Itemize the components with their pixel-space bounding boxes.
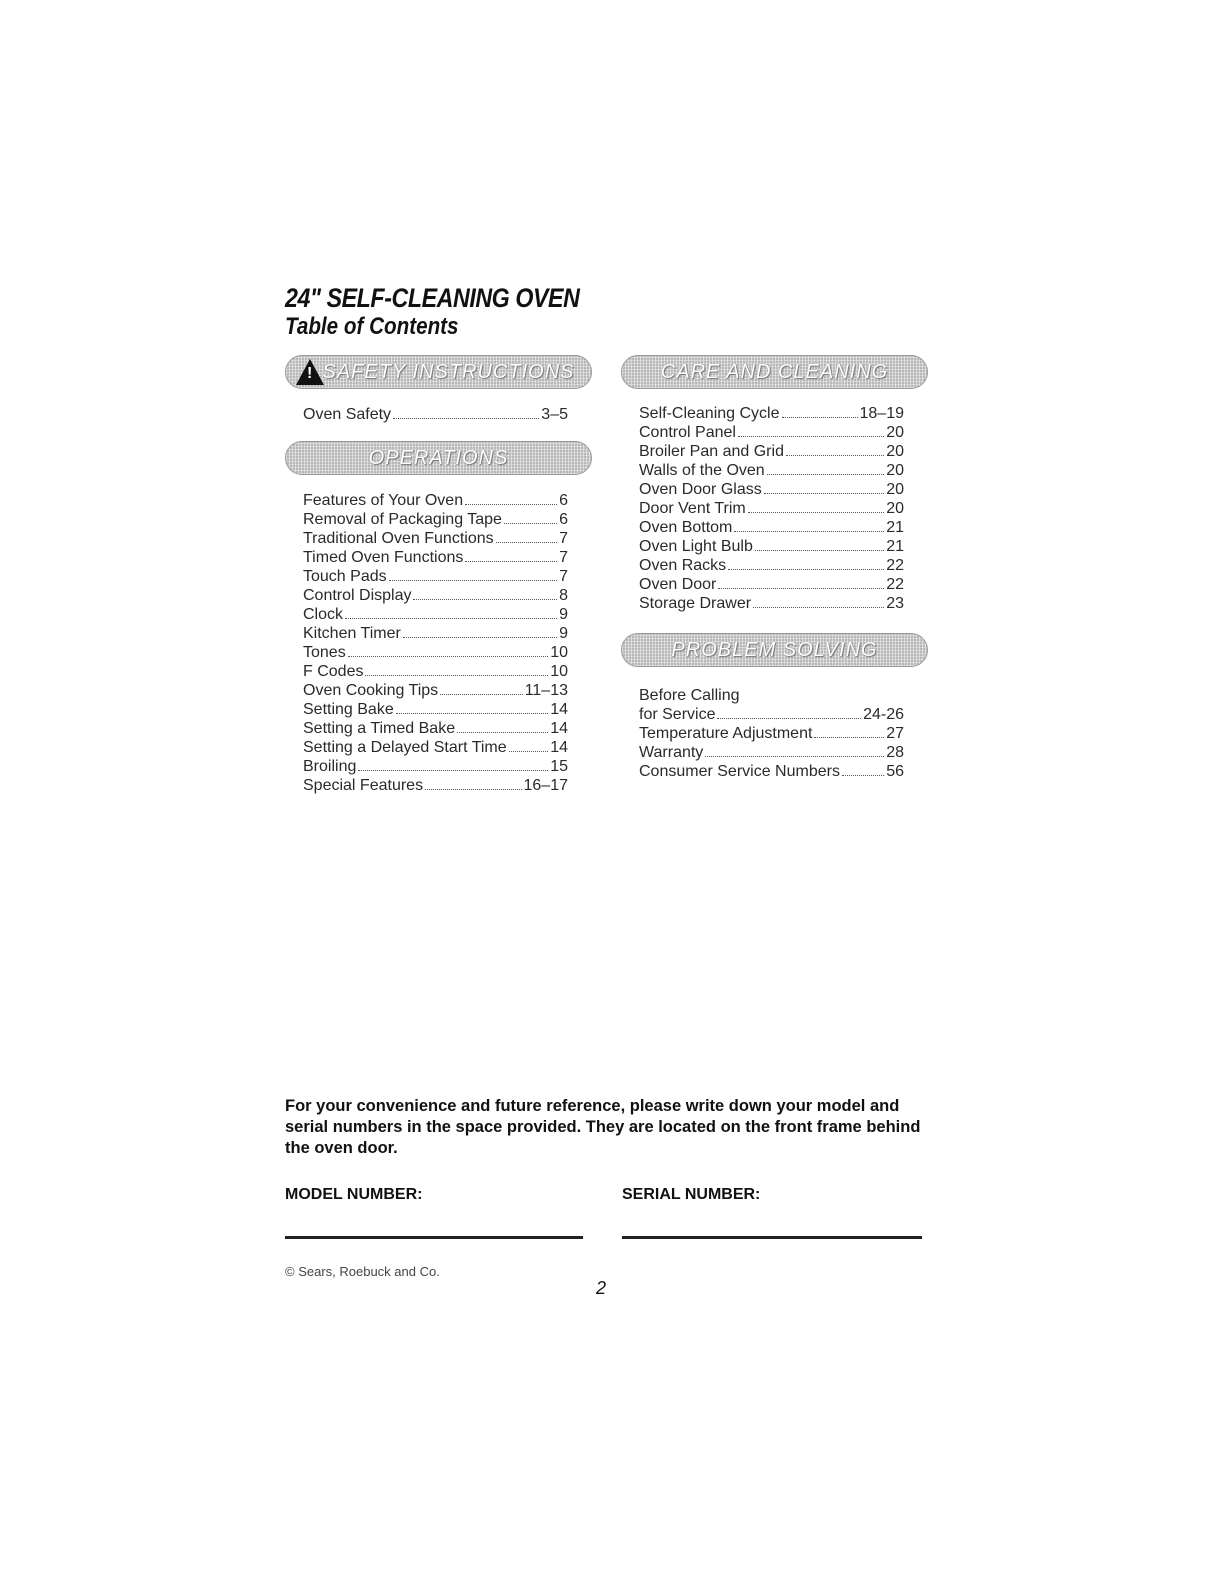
toc-entry-leader bbox=[348, 644, 549, 657]
toc-entry-leader bbox=[718, 576, 884, 589]
toc-entry-page: 11–13 bbox=[524, 682, 568, 699]
toc-entry-label: Clock bbox=[303, 606, 344, 623]
section-heading-safety bbox=[285, 355, 592, 389]
toc-entry-page: 24-26 bbox=[863, 706, 904, 723]
toc-entry-label: Setting Bake bbox=[303, 701, 394, 718]
toc-entry-page: 20 bbox=[886, 481, 904, 498]
toc-entry-leader bbox=[782, 405, 858, 418]
toc-entry-label: Special Features bbox=[303, 777, 424, 794]
toc-entry-label: Temperature Adjustment bbox=[639, 725, 813, 742]
toc-list-safety bbox=[303, 405, 568, 424]
toc-entry-leader bbox=[814, 725, 884, 738]
toc-entry-page: 10 bbox=[550, 644, 568, 661]
toc-entry-leader bbox=[786, 443, 884, 456]
section-heading-care bbox=[621, 355, 928, 389]
toc-entry-label: for Service bbox=[639, 706, 716, 723]
toc-entry-leader bbox=[358, 758, 548, 771]
toc-entry bbox=[303, 586, 568, 605]
toc-entry-leader bbox=[755, 538, 884, 551]
serial-number-line bbox=[622, 1236, 922, 1239]
toc-entry-leader bbox=[440, 682, 523, 695]
toc-list-care bbox=[639, 404, 904, 613]
toc-entry-label: Setting a Timed Bake bbox=[303, 720, 456, 737]
toc-entry-leader bbox=[728, 557, 884, 570]
toc-entry bbox=[303, 662, 568, 681]
toc-entry bbox=[639, 724, 904, 743]
toc-entry-page: 14 bbox=[550, 701, 568, 718]
toc-entry bbox=[303, 643, 568, 662]
toc-entry-leader bbox=[425, 777, 521, 790]
toc-entry-page: 10 bbox=[550, 663, 568, 680]
toc-entry-leader bbox=[403, 625, 557, 638]
copyright: © Sears, Roebuck and Co. bbox=[285, 1264, 440, 1279]
section-heading-problem bbox=[621, 633, 928, 667]
toc-entry-label: Control Display bbox=[303, 587, 412, 604]
toc-entry-label: Self-Cleaning Cycle bbox=[639, 405, 780, 422]
toc-entry-leader bbox=[413, 587, 557, 600]
toc-entry bbox=[639, 423, 904, 442]
toc-entry bbox=[639, 575, 904, 594]
toc-entry-page: 27 bbox=[886, 725, 904, 742]
toc-entry bbox=[303, 405, 568, 424]
toc-entry-label: Tones bbox=[303, 644, 346, 661]
section-heading-operations bbox=[285, 441, 592, 475]
toc-entry-page: 20 bbox=[886, 424, 904, 441]
toc-entry-label: F Codes bbox=[303, 663, 364, 680]
toc-entry bbox=[303, 719, 568, 738]
toc-entry-leader bbox=[738, 424, 884, 437]
toc-entry-page: 56 bbox=[886, 763, 904, 780]
toc-entry-leader bbox=[393, 406, 539, 419]
toc-entry-leader bbox=[705, 744, 884, 757]
toc-entry bbox=[303, 738, 568, 757]
toc-entry-page: 9 bbox=[559, 606, 568, 623]
toc-entry-leader bbox=[504, 511, 557, 524]
toc-entry-label: Setting a Delayed Start Time bbox=[303, 739, 507, 756]
toc-entry-label: Oven Bottom bbox=[639, 519, 733, 536]
toc-entry-label: Walls of the Oven bbox=[639, 462, 765, 479]
toc-entry-label: Oven Door bbox=[639, 576, 717, 593]
toc-entry bbox=[639, 537, 904, 556]
toc-entry-label: Storage Drawer bbox=[639, 595, 752, 612]
toc-entry-leader bbox=[767, 462, 885, 475]
toc-entry bbox=[303, 681, 568, 700]
toc-entry bbox=[639, 743, 904, 762]
toc-entry-page: 3–5 bbox=[541, 406, 568, 423]
toc-entry-label: Traditional Oven Functions bbox=[303, 530, 494, 547]
toc-entry-label: Features of Your Oven bbox=[303, 492, 464, 509]
serial-number-label: SERIAL NUMBER: bbox=[622, 1186, 761, 1203]
toc-entry-page: 8 bbox=[559, 587, 568, 604]
toc-entry-leader bbox=[365, 663, 548, 676]
toc-entry-label: Touch Pads bbox=[303, 568, 387, 585]
toc-entry bbox=[639, 499, 904, 518]
notice-text: For your convenience and future reference, please write down your model and serial numbers in the space provided. They are located on the front frame behind the oven door. bbox=[285, 1097, 921, 1157]
toc-entry-page: 14 bbox=[550, 739, 568, 756]
toc-entry bbox=[303, 700, 568, 719]
toc-entry-label: Kitchen Timer bbox=[303, 625, 401, 642]
toc-entry-leader bbox=[509, 739, 549, 752]
toc-entry-page: 23 bbox=[886, 595, 904, 612]
section-heading-label: SAFETY INSTRUCTIONS bbox=[322, 360, 575, 383]
section-heading-label: CARE AND CLEANING bbox=[660, 360, 889, 383]
toc-entry bbox=[639, 518, 904, 537]
toc-entry bbox=[639, 480, 904, 499]
toc-entry-page: 22 bbox=[886, 576, 904, 593]
toc-entry-leader bbox=[465, 549, 557, 562]
toc-entry-label: Oven Light Bulb bbox=[639, 538, 753, 555]
toc-entry bbox=[303, 624, 568, 643]
toc-entry bbox=[639, 461, 904, 480]
section-heading-label: PROBLEM SOLVING bbox=[671, 638, 878, 661]
toc-entry bbox=[639, 762, 904, 781]
toc-entry-leader bbox=[842, 763, 884, 776]
toc-entry bbox=[303, 605, 568, 624]
toc-entry bbox=[303, 776, 568, 795]
toc-entry-label: Oven Door Glass bbox=[639, 481, 762, 498]
toc-entry bbox=[303, 548, 568, 567]
toc-entry-page: 6 bbox=[559, 511, 568, 528]
toc-entry-page: 21 bbox=[886, 519, 904, 536]
toc-entry-page: 6 bbox=[559, 492, 568, 509]
toc-entry-label: Oven Safety bbox=[303, 406, 392, 423]
toc-list-problem bbox=[639, 705, 904, 781]
toc-entry-page: 7 bbox=[559, 568, 568, 585]
toc-entry-page: 18–19 bbox=[859, 405, 904, 422]
toc-entry-label: Oven Racks bbox=[639, 557, 727, 574]
toc-entry-page: 16–17 bbox=[523, 777, 568, 794]
toc-entry-page: 20 bbox=[886, 462, 904, 479]
toc-entry-leader bbox=[389, 568, 557, 581]
toc-entry bbox=[639, 594, 904, 613]
toc-entry-page: 20 bbox=[886, 500, 904, 517]
toc-entry-leader bbox=[748, 500, 885, 513]
toc-entry-label: Oven Cooking Tips bbox=[303, 682, 439, 699]
toc-entry-leader bbox=[465, 492, 557, 505]
model-number-line bbox=[285, 1236, 583, 1239]
toc-entry-page: 20 bbox=[886, 443, 904, 460]
toc-entry-leader bbox=[734, 519, 884, 532]
toc-entry bbox=[303, 510, 568, 529]
toc-entry bbox=[303, 757, 568, 776]
model-number-label: MODEL NUMBER: bbox=[285, 1186, 423, 1203]
warning-triangle-icon: ! bbox=[296, 359, 324, 385]
toc-entry-leader bbox=[345, 606, 557, 619]
toc-entry bbox=[639, 442, 904, 461]
toc-list-operations bbox=[303, 491, 568, 795]
toc-entry-label: Timed Oven Functions bbox=[303, 549, 464, 566]
toc-entry-page: 9 bbox=[559, 625, 568, 642]
toc-entry-leader bbox=[396, 701, 548, 714]
toc-entry-leader bbox=[457, 720, 548, 733]
document-subtitle: Table of Contents bbox=[285, 313, 459, 340]
toc-entry-page: 21 bbox=[886, 538, 904, 555]
toc-entry-label: Control Panel bbox=[639, 424, 736, 441]
toc-entry-page: 14 bbox=[550, 720, 568, 737]
toc-entry-label: Broiler Pan and Grid bbox=[639, 443, 784, 460]
toc-entry bbox=[303, 491, 568, 510]
toc-entry-page: 7 bbox=[559, 549, 568, 566]
toc-entry-page: 22 bbox=[886, 557, 904, 574]
toc-entry-page: 7 bbox=[559, 530, 568, 547]
toc-entry bbox=[303, 529, 568, 548]
toc-entry-label: Door Vent Trim bbox=[639, 500, 746, 517]
toc-entry bbox=[639, 404, 904, 423]
toc-entry-leader bbox=[496, 530, 557, 543]
page-number: 2 bbox=[596, 1278, 607, 1298]
toc-entry-leader bbox=[764, 481, 884, 494]
toc-entry-label: Consumer Service Numbers bbox=[639, 763, 840, 780]
toc-entry-label: Removal of Packaging Tape bbox=[303, 511, 502, 528]
document-title: 24" SELF-CLEANING OVEN bbox=[285, 283, 580, 313]
toc-entry-label: Broiling bbox=[303, 758, 357, 775]
section-heading-label: OPERATIONS bbox=[368, 446, 509, 469]
toc-entry-leader bbox=[753, 595, 884, 608]
toc-entry-leader bbox=[717, 706, 861, 719]
toc-problem-first-line: Before Calling bbox=[639, 687, 740, 704]
toc-entry bbox=[639, 556, 904, 575]
toc-entry bbox=[639, 705, 904, 724]
toc-entry-label: Warranty bbox=[639, 744, 704, 761]
toc-entry-page: 15 bbox=[550, 758, 568, 775]
toc-entry bbox=[303, 567, 568, 586]
toc-entry-page: 28 bbox=[886, 744, 904, 761]
